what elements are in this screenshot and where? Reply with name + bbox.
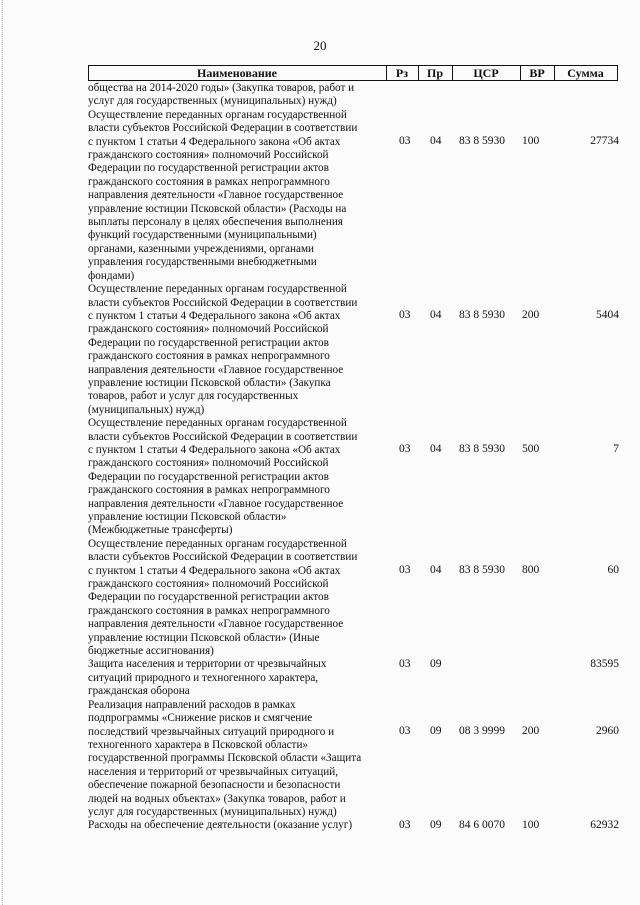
header-vr: ВР [529, 66, 545, 80]
row-csr: 84 6 0070 [459, 819, 505, 832]
row-vr: 800 [522, 563, 540, 576]
row-pr: 09 [430, 658, 442, 671]
row-pr: 04 [430, 443, 442, 456]
row-name: Осуществление переданных органам государственной власти субъектов Российской Федерации в соответствии с пунктом 1 статьи 4 Федерального закона «Об актах гражданского состояния» полномочий Российской Федерации по государственной регистрации актов гражданского состояния в рамках непрограммного направления деятельности «Главное государственное управление юстиции Псковской области» (Иные бюджетные ассигнования) [88, 537, 358, 658]
row-vr: 200 [522, 724, 540, 737]
table-row [88, 109, 623, 283]
header-name: Наименование [197, 66, 277, 80]
row-sum: 62932 [590, 819, 619, 832]
row-name: Осуществление переданных органам государственной власти субъектов Российской Федерации в соответствии с пунктом 1 статьи 4 Федерального закона «Об актах гражданского состояния» полномочий Российской Федерации по государственной регистрации актов гражданского состояния в рамках непрограммного направления деятельности «Главное государственное управление юстиции Псковской области» (Межбюджетные трансферты) [88, 417, 358, 537]
row-pr: 04 [430, 563, 442, 576]
row-csr: 83 8 5930 [459, 563, 505, 576]
row-sum: 7 [613, 443, 619, 456]
row-pr: 04 [430, 309, 442, 322]
header-rz: Рз [395, 66, 409, 80]
table-row [88, 538, 623, 659]
table-row [88, 417, 623, 538]
row-rz: 03 [399, 724, 411, 737]
row-sum: 5404 [596, 309, 619, 322]
header-csr: ЦСР [473, 66, 499, 80]
row-rz: 03 [399, 134, 411, 147]
row-csr: 83 8 5930 [459, 309, 505, 322]
row-pr: 04 [430, 134, 442, 147]
table-body [88, 82, 623, 833]
table-row [88, 819, 623, 832]
row-pr: 09 [430, 819, 442, 832]
row-sum: 27734 [590, 134, 619, 147]
row-name: общества на 2014-2020 годы» (Закупка товаров, работ и услуг для государственных (муниципальных) нужд) [88, 82, 355, 108]
row-rz: 03 [399, 658, 411, 671]
row-vr: 100 [522, 134, 540, 147]
row-csr: 83 8 5930 [459, 134, 505, 147]
row-sum: 60 [607, 563, 619, 576]
row-rz: 03 [399, 563, 411, 576]
header-divider [617, 66, 618, 81]
row-name: Защита населения и территории от чрезвычайных ситуаций природного и техногенного характера, гражданская оборона [88, 658, 327, 698]
row-name: Расходы на обеспечение деятельности (оказание услуг) [88, 819, 353, 832]
row-vr: 200 [522, 309, 540, 322]
row-rz: 03 [399, 443, 411, 456]
table-row [88, 283, 623, 417]
page-edge [2, 0, 3, 905]
row-vr: 100 [522, 819, 540, 832]
row-rz: 03 [399, 819, 411, 832]
row-name: Осуществление переданных органам государственной власти субъектов Российской Федерации в соответствии с пунктом 1 статьи 4 Федерального закона «Об актах гражданского состояния» полномочий Российской Федерации по государственной регистрации актов гражданского состояния в рамках непрограммного направления деятельности «Главное государственное управление юстиции Псковской области» (Закупка товаров, работ и услуг для государственных (муниципальных) нужд) [88, 283, 358, 416]
header-pr: Пр [426, 66, 443, 80]
page-number: 20 [313, 38, 327, 53]
table-row [88, 82, 623, 109]
row-csr: 83 8 5930 [459, 443, 505, 456]
row-sum: 2960 [596, 724, 619, 737]
row-name: Реализация направлений расходов в рамках подпрограммы «Снижение рисков и смягчение последствий чрезвычайных ситуаций природного и техногенного характера в Псковской области» государственной программы Псковской области «Защита населения и территорий от чрезвычайных ситуаций, обеспечение пожарной безопасности и безопасности людей на водных объектах» (Закупка товаров, работ и услуг для государственных (муниципальных) нужд) [88, 698, 362, 818]
row-name: Осуществление переданных органам государственной власти субъектов Российской Федерации в соответствии с пунктом 1 статьи 4 Федерального закона «Об актах гражданского состояния» полномочий Российской Федерации по государственной регистрации актов гражданского состояния в рамках непрограммного направления деятельности «Главное государственное управление юстиции Псковской области» (Расходы на выплаты персоналу в целях обеспечения выполнения функций государственными (муниципальными) органами, казенными учреждениями, органами управления государственными внебюджетными фондами) [88, 108, 358, 282]
row-csr: 08 3 9999 [459, 724, 505, 737]
row-vr: 500 [522, 443, 540, 456]
row-pr: 09 [430, 724, 442, 737]
row-rz: 03 [399, 309, 411, 322]
row-sum: 83595 [590, 658, 619, 671]
header-sum: Сумма [567, 66, 604, 80]
table-row [88, 658, 623, 698]
table-row [88, 699, 623, 820]
